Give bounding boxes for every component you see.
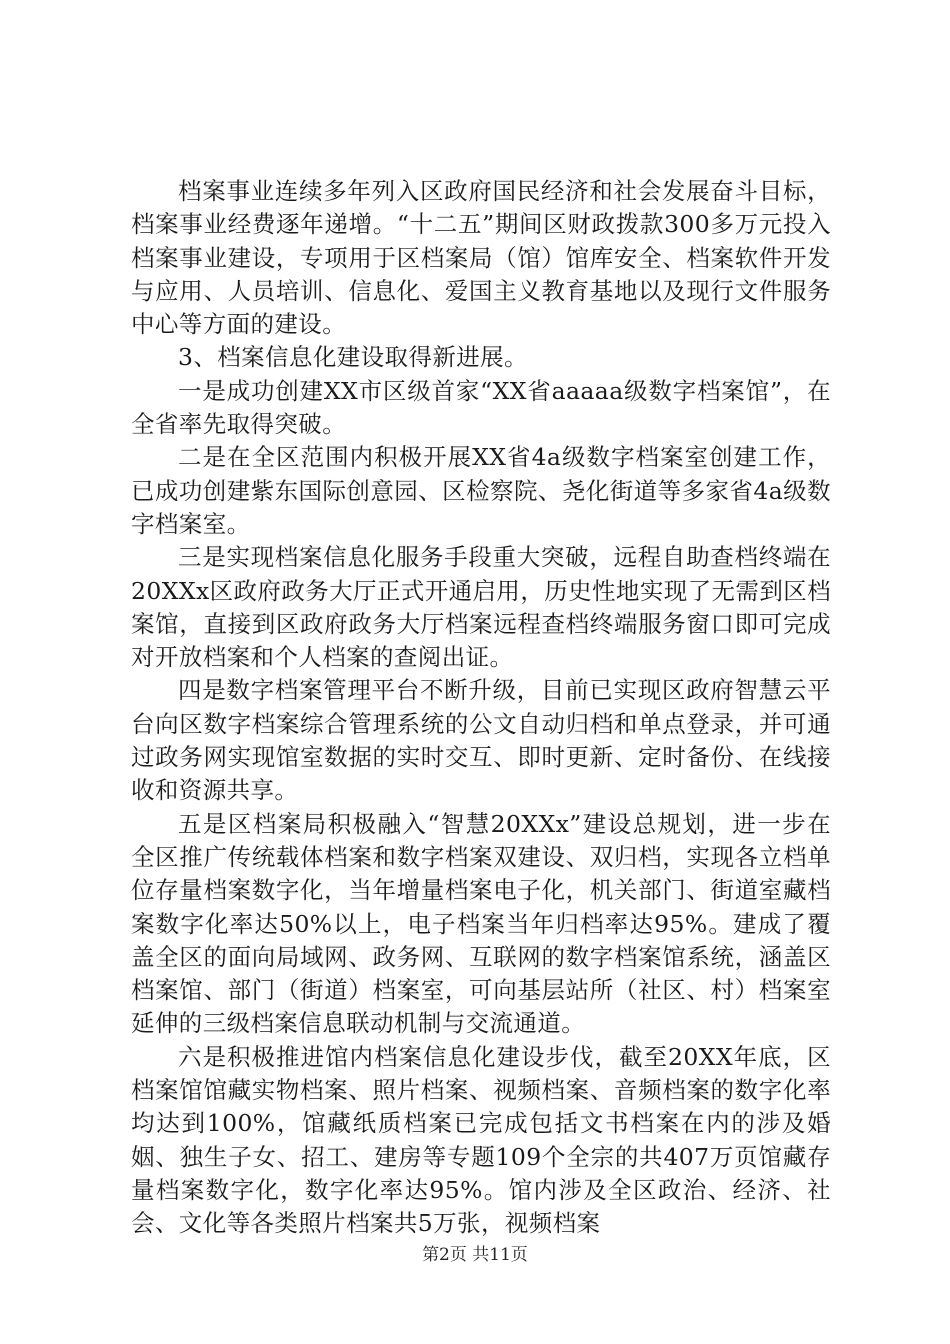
paragraph-item-4: 四是数字档案管理平台不断升级，目前已实现区政府智慧云平台向区数字档案综合管理系统的公文自动归档和单点登录，并可通过政务网实现馆室数据的实时交互、即时更新、定时备份、在线接收和资源共享。 — [131, 676, 831, 805]
document-body — [131, 175, 831, 1241]
paragraph-archive-funding: 档案事业连续多年列入区政府国民经济和社会发展奋斗目标，档案事业经费逐年递增。“十二五”期间区财政拨款300多万元投入档案事业建设，专项用于区档案局（馆）馆库安全、档案软件开发与应用、人员培训、信息化、爱国主义教育基地以及现行文件服务中心等方面的建设。 — [131, 177, 831, 339]
paragraph-item-2: 二是在全区范围内积极开展XX省4a级数字档案室创建工作，已成功创建紫东国际创意园、区检察院、尧化街道等多家省4a级数字档案室。 — [131, 443, 831, 538]
page-number-footer: 第2页 共11页 — [422, 1245, 528, 1265]
paragraph-item-1: 一是成功创建XX市区级首家“XX省aaaaa级数字档案馆”，在全省率先取得突破。 — [131, 376, 831, 439]
paragraph-item-3: 三是实现档案信息化服务手段重大突破，远程自助查档终端在20XXx区政府政务大厅正式开通启用，历史性地实现了无需到区档案馆，直接到区政府政务大厅档案远程查档终端服务窗口即可完成对开放档案和个人档案的查阅出证。 — [131, 543, 832, 672]
paragraph-item-6: 六是积极推进馆内档案信息化建设步伐，截至20XX年底，区档案馆馆藏实物档案、照片档案、视频档案、音频档案的数字化率均达到100%，馆藏纸质档案已完成包括文书档案在内的涉及婚姻、独生子女、招工、建房等专题109个全宗的共407万页馆藏存量档案数字化，数字化率达95%。馆内涉及全区政治、经济、社会、文化等各类照片档案共5万张，视频档案 — [131, 1042, 831, 1238]
paragraph-item-5: 五是区档案局积极融入“智慧20XXx”建设总规划，进一步在全区推广传统载体档案和数字档案双建设、双归档，实现各立档单位存量档案数字化，当年增量档案电子化，机关部门、街道室藏档案数字化率达50%以上，电子档案当年归档率达95%。建成了覆盖全区的面向局域网、政务网、互联网的数字档案馆系统，涵盖区档案馆、部门（街道）档案室，可向基层站所（社区、村）档案室延伸的三级档案信息联动机制与交流通道。 — [131, 809, 831, 1038]
paragraph-section-heading-3: 3、档案信息化建设取得新进展。 — [178, 343, 528, 372]
